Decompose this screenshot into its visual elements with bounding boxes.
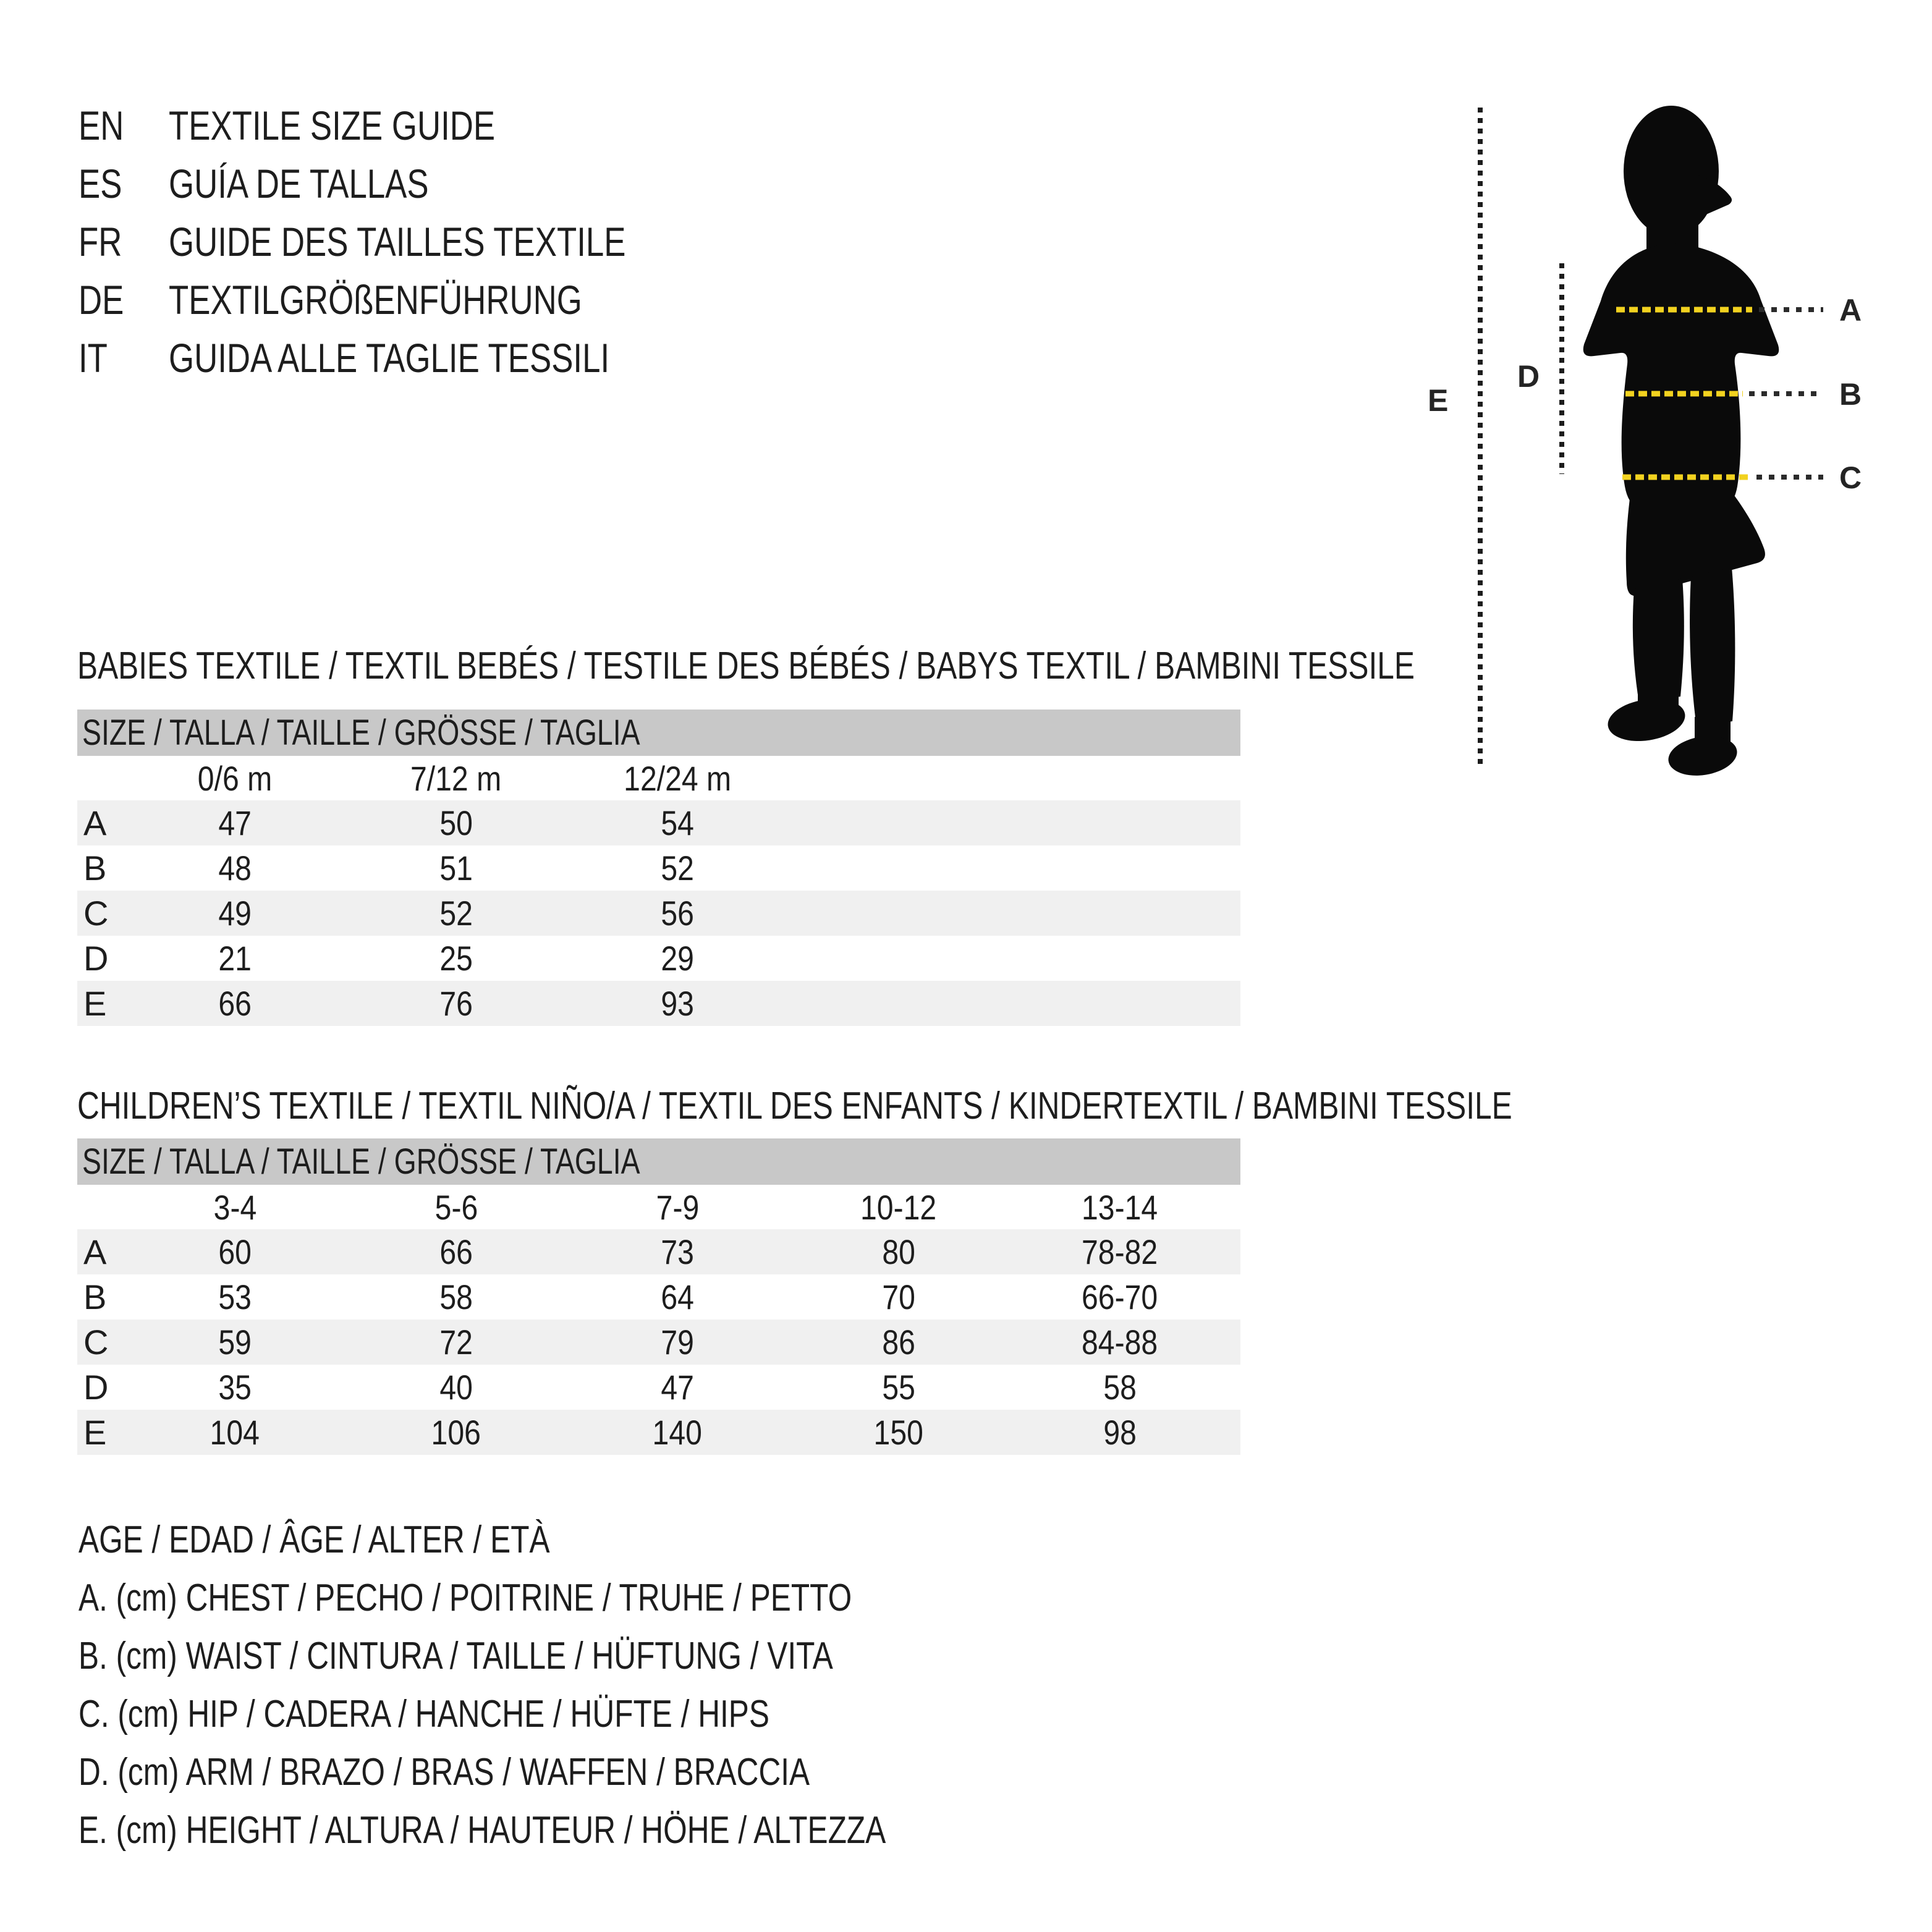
cell-value: 58 <box>1103 1368 1137 1407</box>
cell-value: 49 <box>218 894 252 933</box>
cell-value: 52 <box>661 849 694 888</box>
column-header: 13-14 <box>1082 1187 1158 1227</box>
row-label: B <box>83 1277 107 1316</box>
babies-section-title: BABIES TEXTILE / TEXTIL BEBÉS / TESTILE DES BÉBÉS / BABYS TEXTIL / BAMBINI TESSILE <box>77 645 1415 687</box>
legend-item-waist: B. (cm) WAIST / CINTURA / TAILLE / HÜFTUNG / VITA <box>78 1635 833 1677</box>
cell-value: 73 <box>661 1232 694 1271</box>
cell-value: 140 <box>652 1413 703 1452</box>
row-label: D <box>83 939 109 978</box>
table-row-d <box>77 1365 1240 1410</box>
cell-value: 79 <box>661 1323 694 1362</box>
row-label: A <box>83 803 107 842</box>
column-header: 3-4 <box>213 1187 256 1227</box>
page-title-es: GUÍA DE TALLAS <box>169 161 429 206</box>
column-header: 10-12 <box>860 1187 937 1227</box>
legend-item-height: E. (cm) HEIGHT / ALTURA / HAUTEUR / HÖHE / ALTEZZA <box>78 1809 886 1852</box>
column-header: 0/6 m <box>197 758 273 798</box>
cell-value: 98 <box>1103 1413 1137 1452</box>
cell-value: 150 <box>873 1413 924 1452</box>
row-label: A <box>83 1232 107 1271</box>
marker-label-c: C <box>1839 460 1862 495</box>
child-silhouette <box>1583 106 1779 780</box>
children-column-header-row <box>77 1185 1240 1229</box>
cell-value: 56 <box>661 894 694 933</box>
language-row-de <box>78 271 740 329</box>
cell-value: 66-70 <box>1082 1277 1158 1316</box>
marker-label-b: B <box>1839 377 1862 412</box>
cell-value: 78-82 <box>1082 1232 1158 1271</box>
cell-value: 104 <box>210 1413 260 1452</box>
legend-item-chest: A. (cm) CHEST / PECHO / POITRINE / TRUHE / PETTO <box>78 1577 852 1619</box>
language-row-en <box>78 96 740 155</box>
row-label: C <box>83 894 109 933</box>
language-code: FR <box>78 219 122 265</box>
column-header: 5-6 <box>434 1187 478 1227</box>
cell-value: 52 <box>439 894 473 933</box>
language-row-es <box>78 155 740 213</box>
row-label: B <box>83 849 107 888</box>
measurement-legend <box>78 1511 1088 1860</box>
cell-value: 106 <box>431 1413 481 1452</box>
cell-value: 58 <box>439 1277 473 1316</box>
cell-value: 40 <box>439 1368 473 1407</box>
row-label: E <box>83 984 107 1023</box>
marker-label-e: E <box>1428 383 1449 418</box>
babies-size-header-bar: SIZE / TALLA / TAILLE / GRÖSSE / TAGLIA <box>77 710 1240 756</box>
cell-value: 59 <box>218 1323 252 1362</box>
babies-section <box>77 645 1415 1026</box>
legend-item-age: AGE / EDAD / ÂGE / ALTER / ETÀ <box>78 1519 550 1561</box>
page-title-it: GUIDA ALLE TAGLIE TESSILI <box>169 335 610 381</box>
marker-label-a: A <box>1839 293 1862 328</box>
cell-value: 21 <box>218 939 252 978</box>
legend-item-hip: C. (cm) HIP / CADERA / HANCHE / HÜFTE / HIPS <box>78 1693 769 1735</box>
cell-value: 51 <box>439 849 473 888</box>
table-row-b <box>77 1274 1240 1320</box>
table-row-b <box>77 845 1240 891</box>
language-code: DE <box>78 277 124 323</box>
marker-label-d: D <box>1517 359 1540 394</box>
cell-value: 47 <box>661 1368 694 1407</box>
cell-value: 60 <box>218 1232 252 1271</box>
size-figure-diagram <box>1415 93 1932 791</box>
language-code: EN <box>78 103 124 148</box>
cell-value: 70 <box>882 1277 915 1316</box>
table-row-c <box>77 891 1240 936</box>
language-code: ES <box>78 161 122 206</box>
column-header: 7/12 m <box>410 758 502 798</box>
cell-value: 54 <box>661 803 694 842</box>
cell-value: 55 <box>882 1368 915 1407</box>
cell-value: 84-88 <box>1082 1323 1158 1362</box>
cell-value: 66 <box>218 984 252 1023</box>
cell-value: 25 <box>439 939 473 978</box>
row-label: C <box>83 1323 109 1362</box>
children-size-header-bar: SIZE / TALLA / TAILLE / GRÖSSE / TAGLIA <box>77 1138 1240 1185</box>
cell-value: 35 <box>218 1368 252 1407</box>
cell-value: 80 <box>882 1232 915 1271</box>
cell-value: 64 <box>661 1277 694 1316</box>
table-row-e <box>77 981 1240 1026</box>
cell-value: 48 <box>218 849 252 888</box>
babies-table <box>77 756 1240 1026</box>
row-label: D <box>83 1368 109 1407</box>
children-section <box>77 1085 1512 1455</box>
cell-value: 72 <box>439 1323 473 1362</box>
table-row-a <box>77 1229 1240 1274</box>
row-label: E <box>83 1413 107 1452</box>
page-title-de: TEXTILGRÖßENFÜHRUNG <box>169 277 582 323</box>
table-row-a <box>77 800 1240 845</box>
table-row-c <box>77 1320 1240 1365</box>
language-code: IT <box>78 335 108 381</box>
language-row-fr <box>78 213 740 271</box>
cell-value: 50 <box>439 803 473 842</box>
children-section-title: CHILDREN’S TEXTILE / TEXTIL NIÑO/A / TEXTIL DES ENFANTS / KINDERTEXTIL / BAMBINI TESSILE <box>77 1085 1512 1127</box>
cell-value: 93 <box>661 984 694 1023</box>
table-row-d <box>77 936 1240 981</box>
babies-column-header-row <box>77 756 1240 800</box>
cell-value: 76 <box>439 984 473 1023</box>
cell-value: 66 <box>439 1232 473 1271</box>
cell-value: 29 <box>661 939 694 978</box>
header-language-list <box>78 96 740 387</box>
cell-value: 86 <box>882 1323 915 1362</box>
cell-value: 53 <box>218 1277 252 1316</box>
language-row-it <box>78 329 740 387</box>
page-title-en: TEXTILE SIZE GUIDE <box>169 103 496 148</box>
legend-item-arm: D. (cm) ARM / BRAZO / BRAS / WAFFEN / BRACCIA <box>78 1751 810 1794</box>
table-row-e <box>77 1410 1240 1455</box>
cell-value: 47 <box>218 803 252 842</box>
children-table <box>77 1185 1240 1455</box>
page-title-fr: GUIDE DES TAILLES TEXTILE <box>169 219 626 265</box>
column-header: 12/24 m <box>623 758 732 798</box>
column-header: 7-9 <box>656 1187 699 1227</box>
